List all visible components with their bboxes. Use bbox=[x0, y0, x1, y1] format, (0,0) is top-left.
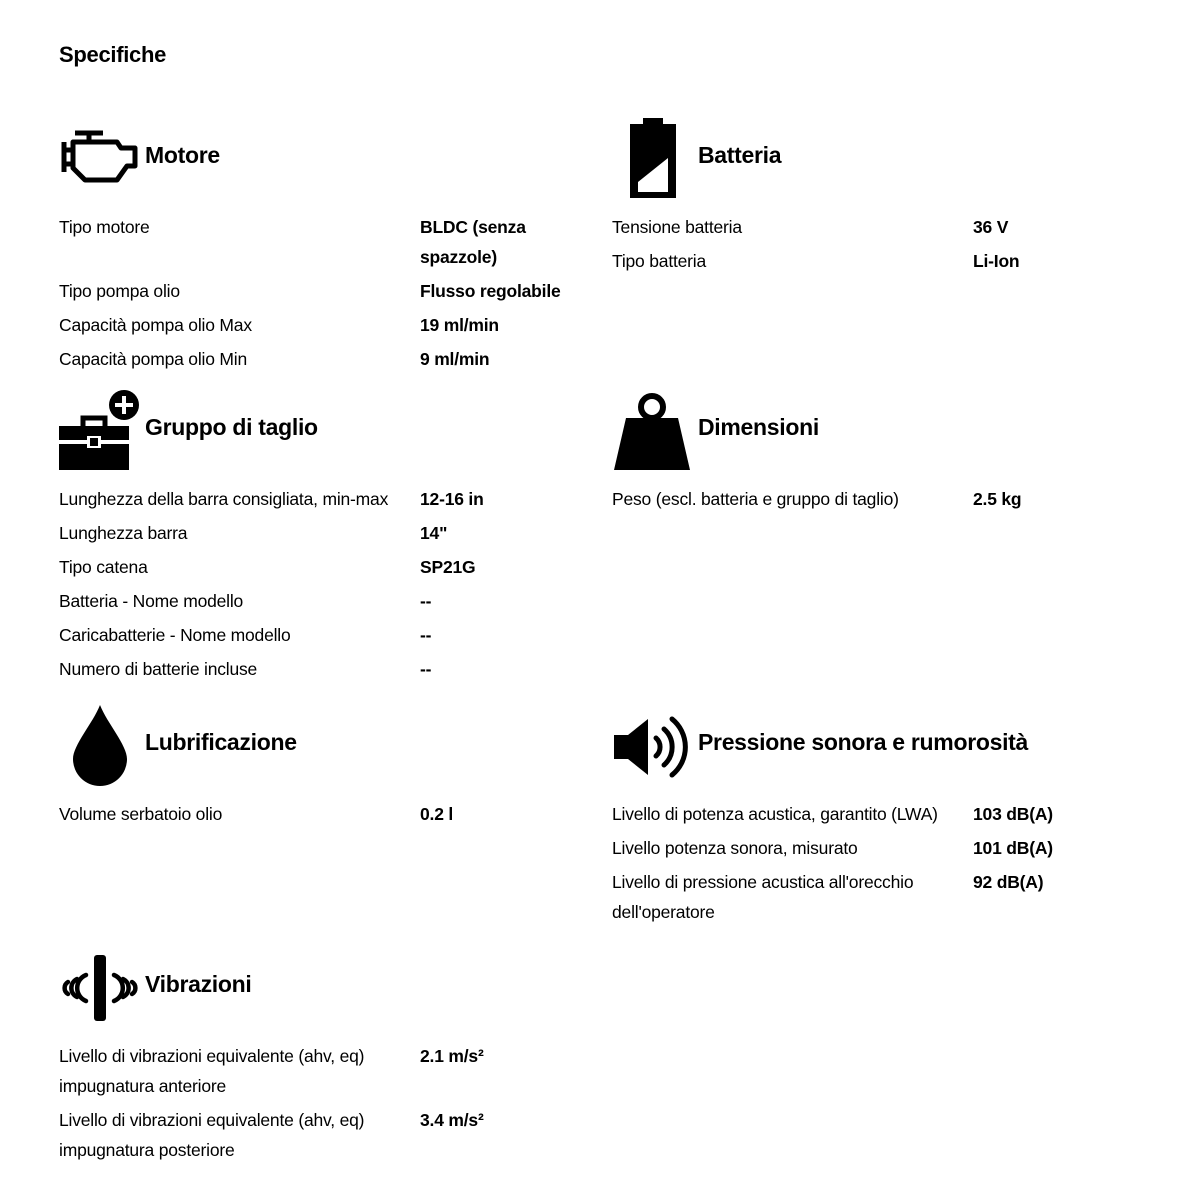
spec-value: 2.1 m/s² bbox=[420, 1046, 484, 1066]
section-title: Motore bbox=[145, 142, 220, 168]
spec-value: -- bbox=[420, 625, 432, 645]
spec-value: 92 dB(A) bbox=[973, 872, 1044, 892]
section-header bbox=[59, 705, 559, 795]
section-title: Pressione sonora e rumorosità bbox=[698, 729, 1029, 755]
spec-row bbox=[59, 799, 579, 829]
spec-value: 9 ml/min bbox=[420, 349, 490, 369]
spec-label: Capacità pompa olio Max bbox=[59, 315, 252, 335]
spec-row bbox=[59, 1041, 579, 1101]
section-title: Dimensioni bbox=[698, 414, 819, 440]
spec-label: Tipo batteria bbox=[612, 251, 707, 271]
spec-row bbox=[59, 310, 579, 340]
spec-value: -- bbox=[420, 659, 432, 679]
spec-row bbox=[59, 484, 579, 514]
spec-label: Lunghezza della barra consigliata, min-max bbox=[59, 489, 389, 509]
engine-icon bbox=[59, 128, 141, 186]
vibration-icon bbox=[59, 955, 141, 1021]
spec-value: 2.5 kg bbox=[973, 489, 1022, 509]
spec-value: 14" bbox=[420, 523, 448, 543]
spec-row bbox=[612, 484, 1132, 514]
spec-rows bbox=[59, 799, 579, 833]
spec-label: Livello di pressione acustica all'orecchio dell'operatore bbox=[612, 872, 914, 922]
section-header bbox=[612, 118, 1112, 208]
section-title: Vibrazioni bbox=[145, 971, 252, 997]
spec-row bbox=[612, 246, 1132, 276]
section-header bbox=[612, 705, 1112, 795]
spec-row bbox=[612, 867, 1132, 927]
spec-value: 0.2 l bbox=[420, 804, 454, 824]
oil-drop-icon bbox=[71, 705, 129, 787]
spec-row bbox=[59, 620, 579, 650]
speaker-icon bbox=[612, 711, 692, 783]
section-title: Lubrificazione bbox=[145, 729, 297, 755]
spec-label: Batteria - Nome modello bbox=[59, 591, 244, 611]
spec-value: 101 dB(A) bbox=[973, 838, 1053, 858]
spec-label: Tipo motore bbox=[59, 217, 150, 237]
spec-rows bbox=[59, 212, 579, 378]
section-header bbox=[612, 390, 1112, 480]
section-title: Gruppo di taglio bbox=[145, 414, 318, 440]
spec-value: 12-16 in bbox=[420, 489, 484, 509]
battery-icon bbox=[627, 118, 679, 200]
spec-row bbox=[59, 276, 579, 306]
spec-label: Tensione batteria bbox=[612, 217, 742, 237]
page-title: Specifiche bbox=[59, 42, 167, 67]
spec-rows bbox=[612, 484, 1132, 518]
spec-row bbox=[612, 833, 1132, 863]
spec-value: 19 ml/min bbox=[420, 315, 499, 335]
spec-row bbox=[612, 799, 1132, 829]
spec-row bbox=[612, 212, 1132, 242]
section-header bbox=[59, 118, 559, 208]
spec-label: Livello di vibrazioni equivalente (ahv, eq) impugnatura posteriore bbox=[59, 1110, 365, 1160]
spec-label: Lunghezza barra bbox=[59, 523, 188, 543]
spec-label: Livello di vibrazioni equivalente (ahv, eq) impugnatura anteriore bbox=[59, 1046, 365, 1096]
spec-label: Livello di potenza acustica, garantito (LWA) bbox=[612, 804, 938, 824]
spec-value: Flusso regolabile bbox=[420, 281, 561, 301]
spec-row bbox=[59, 586, 579, 616]
spec-rows bbox=[59, 484, 579, 688]
section-title: Batteria bbox=[698, 142, 782, 168]
section-header bbox=[59, 947, 559, 1037]
spec-label: Livello potenza sonora, misurato bbox=[612, 838, 858, 858]
spec-rows bbox=[612, 799, 1132, 931]
weight-icon bbox=[612, 392, 692, 472]
spec-value: Li-Ion bbox=[973, 251, 1020, 271]
spec-value: 103 dB(A) bbox=[973, 804, 1053, 824]
spec-row bbox=[59, 212, 579, 272]
spec-label: Caricabatterie - Nome modello bbox=[59, 625, 291, 645]
spec-label: Capacità pompa olio Min bbox=[59, 349, 248, 369]
spec-row bbox=[59, 344, 579, 374]
spec-row bbox=[59, 1105, 579, 1165]
section-header bbox=[59, 390, 559, 480]
spec-value: 36 V bbox=[973, 217, 1009, 237]
spec-label: Tipo pompa olio bbox=[59, 281, 180, 301]
spec-row bbox=[59, 654, 579, 684]
spec-value: SP21G bbox=[420, 557, 476, 577]
spec-row bbox=[59, 552, 579, 582]
spec-row bbox=[59, 518, 579, 548]
spec-value: 3.4 m/s² bbox=[420, 1110, 484, 1130]
spec-value: -- bbox=[420, 591, 432, 611]
spec-label: Numero di batterie incluse bbox=[59, 659, 258, 679]
spec-label: Peso (escl. batteria e gruppo di taglio) bbox=[612, 489, 899, 509]
spec-label: Tipo catena bbox=[59, 557, 148, 577]
spec-rows bbox=[59, 1041, 579, 1169]
spec-rows bbox=[612, 212, 1132, 280]
spec-value: BLDC (senza spazzole) bbox=[420, 217, 526, 267]
toolbox-plus-icon bbox=[59, 390, 141, 472]
spec-label: Volume serbatoio olio bbox=[59, 804, 223, 824]
